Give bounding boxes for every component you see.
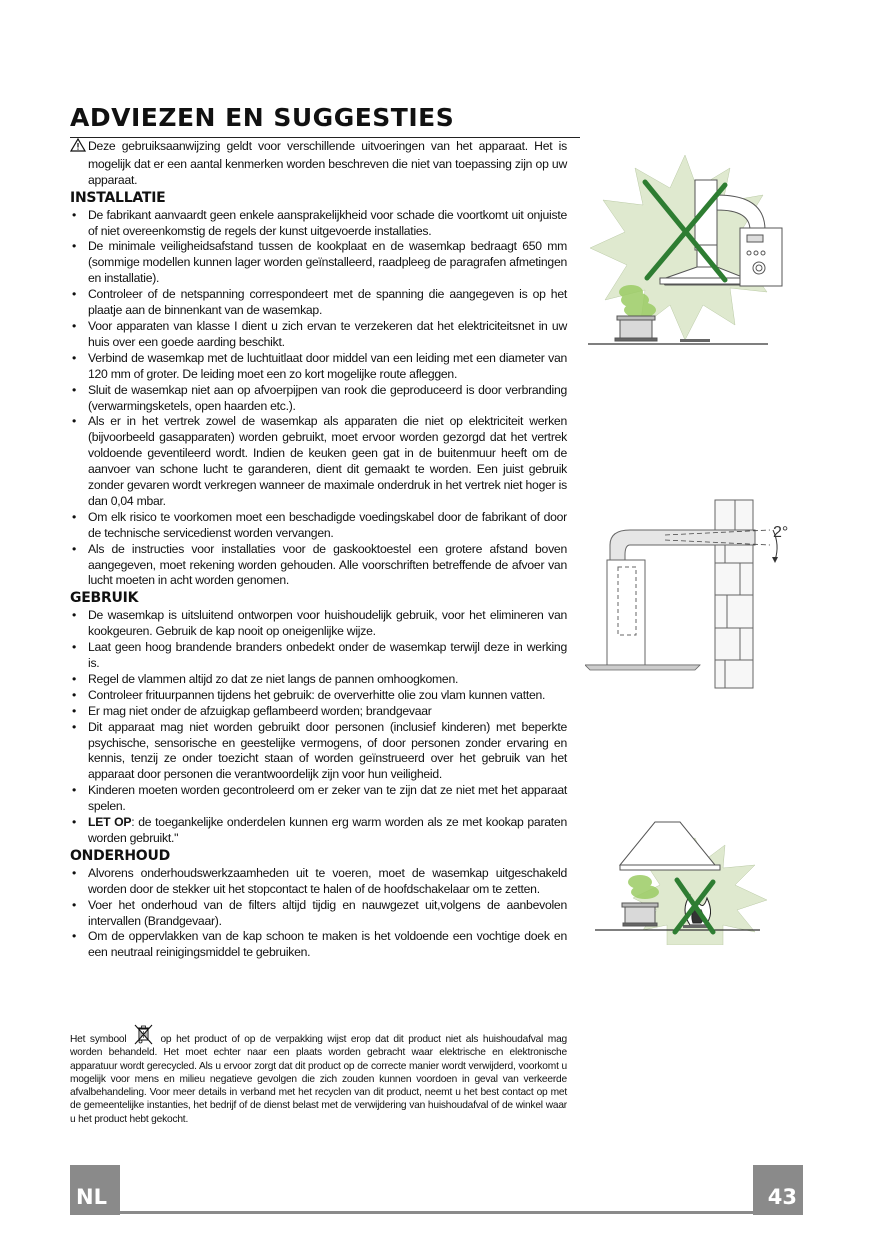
let-op-text: : de toegankelijke onderdelen kunnen erg warm worden als ze met kookap paraten worden gebruikt." bbox=[88, 815, 567, 845]
warning-icon bbox=[70, 138, 88, 157]
section-heading-installatie: INSTALLATIE bbox=[70, 189, 166, 206]
list-item: • Controleer frituurpannen tijdens het gebruik: de oververhitte olie zou vlam kunnen vatten. bbox=[70, 688, 567, 704]
list-item: • De fabrikant aanvaardt geen enkele aansprakelijkheid voor schade die voortkomt uit onjuiste of niet overeenkomstig de regels der kunst uitgevoerde installaties. bbox=[70, 208, 567, 240]
list-item: • Er mag niet onder de afzuigkap geflambeerd worden; brandgevaar bbox=[70, 704, 567, 720]
intro-text: Deze gebruiksaanwijzing geldt voor verschillende uitvoeringen van het apparaat. Het is mogelijk dat er een aantal kenmerken worden beschreven die niet van toepassing zijn op uw apparaat. bbox=[88, 139, 567, 187]
list-item: • Om de oppervlakken van de kap schoon te maken is het voldoende een vochtige doek en een neutraal reinigingsmiddel te gebruiken. bbox=[70, 929, 567, 961]
illustration-no-burner-under-hood bbox=[585, 150, 785, 350]
list-item: • Voer het onderhoud van de filters altijd tijdig en nauwgezet uit,volgens de aanbevolen intervallen (Brandgevaar). bbox=[70, 898, 567, 930]
list-item: • Als de instructies voor installaties voor de gaskooktoestel een grotere afstand boven aangegeven, moet rekening worden gehouden. Alle voorschriften betreffende de afvoer van lucht moeten in acht worden genomen. bbox=[70, 542, 567, 590]
list-item: • Om elk risico te voorkomen moet een beschadigde voedingskabel door de fabrikant of door de technische servicedienst worden vervangen. bbox=[70, 510, 567, 542]
list-item: • Sluit de wasemkap niet aan op afvoerpijpen van rook die geproduceerd is door verbranding (verwarmingsketels, open haarden etc.). bbox=[70, 383, 567, 415]
main-column bbox=[70, 138, 567, 961]
illustration-no-flambe bbox=[595, 820, 775, 945]
page-number: 43 bbox=[753, 1165, 803, 1215]
list-item: • Regel de vlammen altijd zo dat ze niet langs de pannen omhoogkomen. bbox=[70, 672, 567, 688]
list-item: • Als er in het vertrek zowel de wasemkap als apparaten die niet op elektriciteit werken (bijvoorbeeld gasapparaten) worden gebruikt, moet ervoor worden gezorgd dat het vertrek voldoende geventileerd wordt. Indien de keuken geen gat in de buitenmuur heeft om de aanvoer van schone lucht te garanderen, dient dit gemaakt te worden. Een juist gebruik zonder gevaren wordt verkregen wanneer de maximale onderdruk in het vertrek niet hoger is dan 0,04 mbar. bbox=[70, 414, 567, 509]
recycling-prefix: Het symbool bbox=[70, 1034, 127, 1045]
list-item: • Controleer of de netspanning correspondeert met de spanning die aangegeven is op het plaatje aan de binnenkant van de wasemkap. bbox=[70, 287, 567, 319]
hood-drawing bbox=[620, 822, 715, 865]
language-tab: NL bbox=[70, 1165, 120, 1215]
section-heading-onderhoud: ONDERHOUD bbox=[70, 847, 170, 864]
let-op-label: LET OP bbox=[88, 815, 132, 830]
intro-paragraph bbox=[70, 138, 567, 189]
recycling-text: op het product of op de verpakking wijst erop dat dit product niet als huishoudafval mag worden behandeld. Het moet echter naar een plaats worden gebracht waar elektrische en elektronische apparatuur wordt gerecycled. Als u ervoor zorgt dat dit product op de correcte manier wordt verwijderd, voorkomt u mogelijk voor mens en milieu negatieve gevolgen die zich zouden kunnen voordoen in geval van verkeerde afvalbehandeling. Voor meer details in verband met het recyclen van dit product, neemt u het best contact op met de gemeentelijke instanties, het bedrijf of de dienst belast met de verwijdering van huishoudafval of de winkel waar u het product hebt gekocht. bbox=[70, 1034, 568, 1125]
onderhoud-list bbox=[70, 866, 567, 961]
angle-label: 2° bbox=[773, 524, 789, 541]
pot-drawing bbox=[615, 316, 657, 341]
list-item-let-op bbox=[70, 815, 567, 847]
list-item: • Dit apparaat mag niet worden gebruikt door personen (inclusief kinderen) met beperkte psychische, sensorische en geestelijke vermogens, of door personen zonder ervaring en kennis, tenzij ze onder toezicht staan of worden geïnstrueerd over het gebruik van het apparaat door personen die verantwoordelijk zijn voor hun veiligheid. bbox=[70, 720, 567, 784]
list-item: • De minimale veiligheidsafstand tussen de kookplaat en de wasemkap bedraagt 650 mm (sommige modellen kunnen lager worden geïnstalleerd, raadpleeg de paragrafen afmetingen en installatie). bbox=[70, 239, 567, 287]
list-item: • Voor apparaten van klasse I dient u zich ervan te verzekeren dat het elektriciteitsnet in uw huis over een goede aarding beschikt. bbox=[70, 319, 567, 351]
page-title: ADVIEZEN EN SUGGESTIES bbox=[70, 103, 455, 132]
list-item: • De wasemkap is uitsluitend ontworpen voor huishoudelijk gebruik, voor het elimineren van kookgeuren. Gebruik de kap nooit op oneigenlijke wijze. bbox=[70, 608, 567, 640]
pot-drawing bbox=[622, 903, 658, 926]
list-item: • Alvorens onderhoudswerkzaamheden uit te voeren, moet de wasemkap uitgeschakeld worden door de stekker uit het stopcontact te halen of de hoofdschakelaar om te zetten. bbox=[70, 866, 567, 898]
gebruik-list bbox=[70, 608, 567, 847]
control-panel-drawing bbox=[740, 228, 782, 286]
list-item: • Kinderen moeten worden gecontroleerd om er zeker van te zijn dat ze niet met het apparaat spelen. bbox=[70, 783, 567, 815]
list-item: • Verbind de wasemkap met de luchtuitlaat door middel van een leiding met een diameter van 120 mm of groter. De leiding moet een zo kort mogelijke route afleggen. bbox=[70, 351, 567, 383]
list-item: • Laat geen hoog brandende branders onbedekt onder de wasemkap terwijl deze in werking is. bbox=[70, 640, 567, 672]
wall-drawing bbox=[715, 500, 753, 688]
steam-drawing bbox=[628, 875, 659, 899]
installatie-list bbox=[70, 208, 567, 590]
crossed-bin-icon bbox=[130, 1024, 156, 1046]
recycling-notice bbox=[70, 1024, 567, 1126]
illustration-duct-angle bbox=[585, 495, 800, 695]
footer-divider bbox=[120, 1211, 753, 1214]
section-heading-gebruik: GEBRUIK bbox=[70, 590, 139, 607]
